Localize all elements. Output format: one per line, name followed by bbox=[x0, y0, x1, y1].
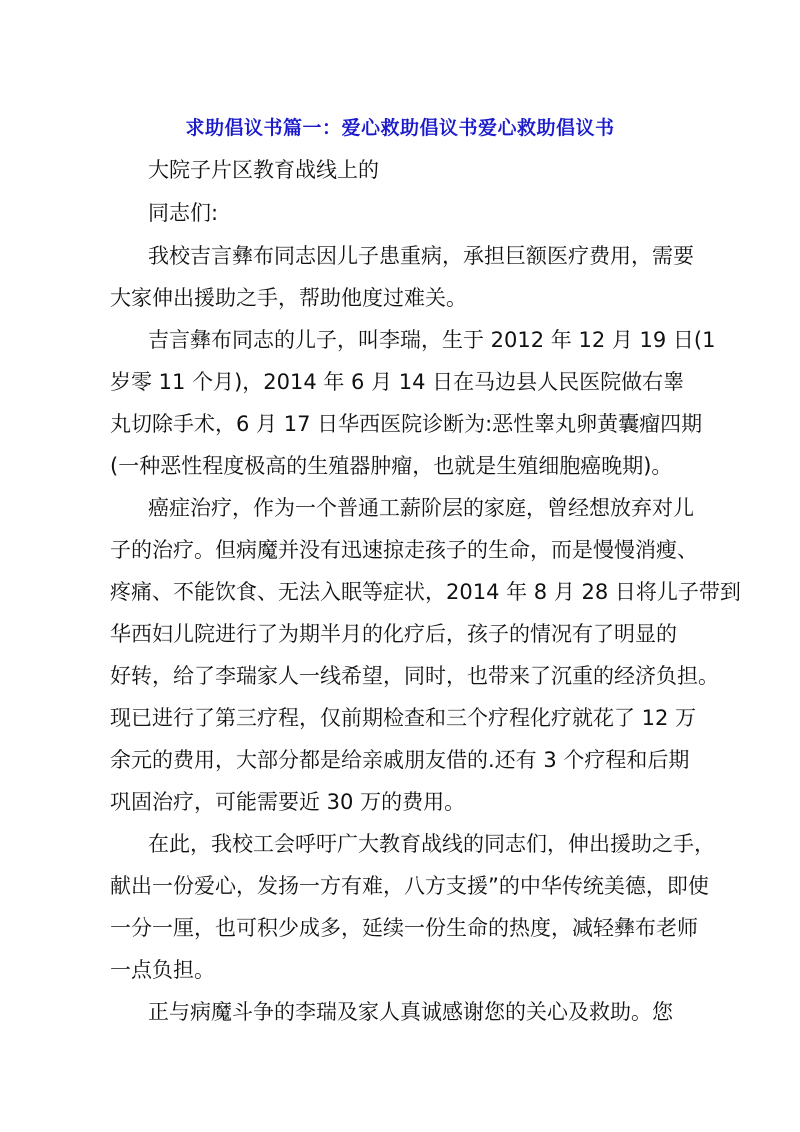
salutation-line-2: 同志们: bbox=[148, 201, 219, 225]
paragraph-2-line-2: 岁零 11 个月)，2014 年 6 月 14 日在马边县人民医院做右睾 bbox=[110, 370, 685, 394]
paragraph-3-line-1: 癌症治疗，作为一个普通工薪阶层的家庭，曾经想放弃对儿 bbox=[148, 496, 694, 520]
paragraph-3-line-4: 华西妇儿院进行了为期半月的化疗后，孩子的情况有了明显的 bbox=[110, 622, 677, 646]
paragraph-1-line-1: 我校吉言彝布同志因儿子患重病，承担巨额医疗费用，需要 bbox=[148, 244, 694, 268]
paragraph-3-line-7: 余元的费用，大部分都是给亲戚朋友借的.还有 3 个疗程和后期 bbox=[110, 748, 690, 772]
document-title: 求助倡议书篇一：爱心救助倡议书爱心救助倡议书 bbox=[185, 117, 615, 139]
paragraph-4-line-3: 一分一厘，也可积少成多，延续一份生命的热度，减轻彝布老师 bbox=[110, 916, 698, 940]
salutation-line-1: 大院子片区教育战线上的 bbox=[148, 158, 379, 182]
paragraph-4-line-4: 一点负担。 bbox=[110, 958, 215, 982]
paragraph-1-line-2: 大家伸出援助之手，帮助他度过难关。 bbox=[110, 286, 467, 310]
paragraph-5-line-1: 正与病魔斗争的李瑞及家人真诚感谢您的关心及救助。您 bbox=[148, 1000, 673, 1024]
paragraph-4-line-1: 在此，我校工会呼吁广大教育战线的同志们，伸出援助之手， bbox=[148, 832, 715, 856]
paragraph-3-line-5: 好转，给了李瑞家人一线希望，同时，也带来了沉重的经济负担。 bbox=[110, 664, 719, 688]
paragraph-4-line-2: 献出一份爱心，发扬一方有难，八方支援”的中华传统美德，即使 bbox=[110, 874, 709, 898]
paragraph-2-line-3: 丸切除手术，6 月 17 日华西医院诊断为:恶性睾丸卵黄囊瘤四期 bbox=[110, 412, 703, 436]
paragraph-2-line-1: 吉言彝布同志的儿子，叫李瑞，生于 2012 年 12 月 19 日(1 bbox=[148, 328, 716, 352]
paragraph-3-line-2: 子的治疗。但病魔并没有迅速掠走孩子的生命，而是慢慢消瘦、 bbox=[110, 538, 698, 562]
paragraph-3-line-8: 巩固治疗，可能需要近 30 万的费用。 bbox=[110, 790, 466, 814]
paragraph-2-line-4: (一种恶性程度极高的生殖器肿瘤，也就是生殖细胞癌晚期)。 bbox=[110, 454, 673, 478]
paragraph-3-line-6: 现已进行了第三疗程，仅前期检查和三个疗程化疗就花了 12 万 bbox=[110, 706, 697, 730]
paragraph-3-line-3: 疼痛、不能饮食、无法入眠等症状，2014 年 8 月 28 日将儿子带到 bbox=[110, 580, 741, 604]
